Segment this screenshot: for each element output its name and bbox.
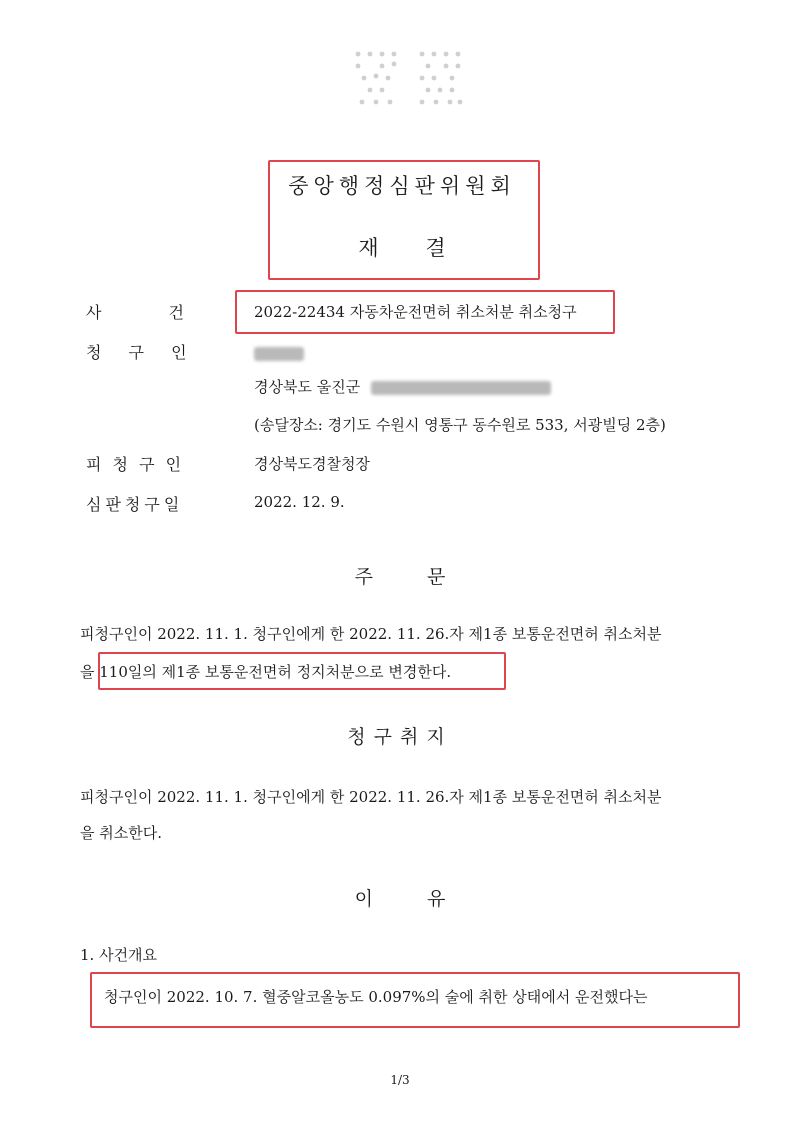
redacted-claimant-name <box>254 343 304 362</box>
claim-heading: 청구취지 <box>347 726 453 748</box>
page-number: 1/3 <box>390 1073 410 1087</box>
order-highlight-box <box>98 652 506 690</box>
section-1-line-1: 청구인이 2022. 10. 7. 혈중알코올농도 0.097%의 술에 취한 상태에서 운전했다는 <box>104 988 648 1006</box>
section-1-title: 1. 사건개요 <box>80 946 158 964</box>
claimant-address <box>254 376 551 397</box>
order-line-2-prefix: 을 <box>80 663 100 681</box>
delivery-address: (송달장소: 경기도 수원시 영통구 동수원로 533, 서광빌딩 2층) <box>254 416 666 434</box>
filed-value: 2022. 12. 9. <box>254 493 345 511</box>
case-value: 2022-22434 자동차운전면허 취소처분 취소청구 <box>254 303 577 321</box>
doc-type-title: 재 결 <box>358 236 446 260</box>
claimant-address-text: 경상북도 울진군 <box>254 378 361 396</box>
reason-heading: 이 유 <box>354 888 446 910</box>
claim-line-1: 피청구인이 2022. 11. 1. 청구인에게 한 2022. 11. 26.자 제1종 보통운전면허 취소처분 <box>80 788 662 806</box>
claimant-label: 청 구 인 <box>86 343 187 362</box>
redacted-address <box>371 381 551 395</box>
respondent-value: 경상북도경찰청장 <box>254 455 370 473</box>
order-highlight-text: 110일의 제1종 보통운전면허 정지처분으로 변경한다. <box>99 663 452 681</box>
dotted-seal-stamp <box>352 48 464 108</box>
claim-line-2: 을 취소한다. <box>80 824 162 842</box>
order-line-1: 피청구인이 2022. 11. 1. 청구인에게 한 2022. 11. 26.자 제1종 보통운전면허 취소처분 <box>80 625 662 643</box>
case-label: 사 건 <box>86 303 184 322</box>
org-title: 중앙행정심판위원회 <box>288 174 516 198</box>
order-heading: 주 문 <box>354 566 446 588</box>
filed-label: 심판청구일 <box>86 495 184 514</box>
respondent-label: 피 청 구 인 <box>86 455 182 474</box>
